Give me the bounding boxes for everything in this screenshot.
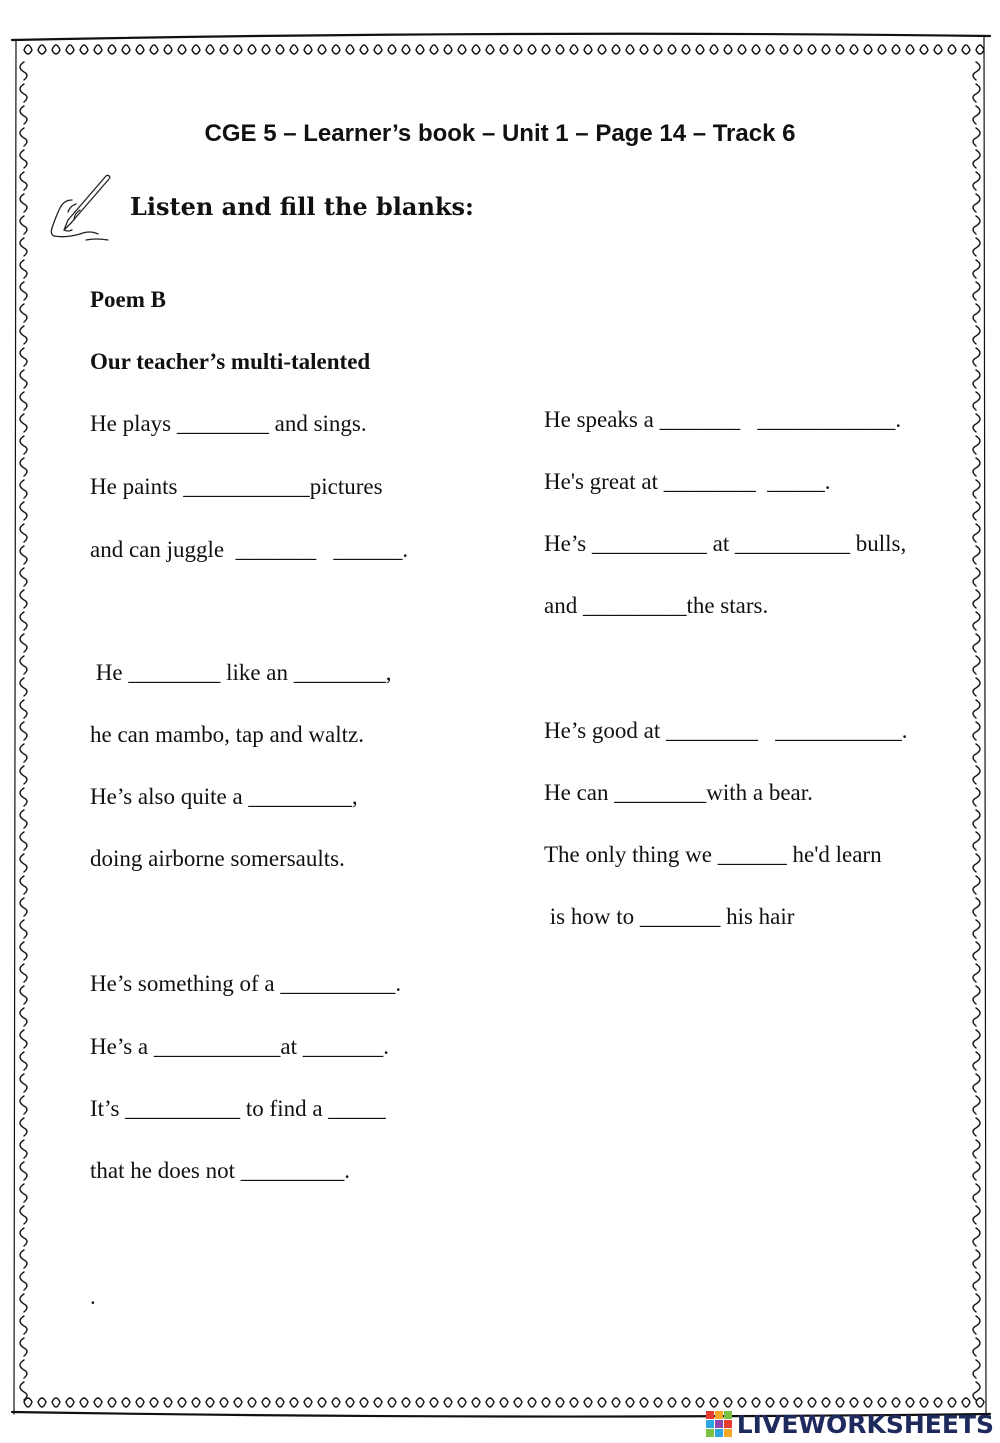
poem-line-left: doing airborne somersaults. [90, 846, 345, 871]
poem-line-right: He speaks a _______ ____________. [544, 407, 902, 432]
poem-line-right: He can ________with a bear. [544, 780, 813, 805]
poem-line-left: he can mambo, tap and waltz. [90, 722, 364, 747]
poem-line-left: It’s __________ to find a _____ [90, 1096, 386, 1121]
poem-line-left: He’s a ___________at _______. [90, 1034, 389, 1059]
watermark-text: LIVEWORKSHEETS [736, 1409, 994, 1439]
poem-label: Poem B [90, 287, 167, 312]
instruction-heading: Listen and fill the blanks: [130, 192, 474, 221]
poem-line-right: He’s good at ________ ___________. [544, 718, 908, 743]
liveworksheets-logo-icon [705, 1410, 733, 1438]
liveworksheets-watermark [705, 1407, 994, 1441]
poem-line-left: and can juggle _______ ______. [90, 537, 409, 562]
poem-line-left: He’s also quite a _________, [90, 784, 358, 809]
poem-line-left: He plays ________ and sings. [90, 411, 367, 436]
poem-line-left: He ________ like an ________, [90, 660, 392, 685]
poem-line-right: He's great at ________ _____. [544, 469, 831, 494]
poem-title: Our teacher’s multi-talented [90, 349, 371, 374]
poem-line-right: The only thing we ______ he'd learn [544, 842, 882, 867]
poem-line-left: . [90, 1284, 96, 1309]
poem-line-left: He’s something of a __________. [90, 971, 402, 996]
page-title: CGE 5 – Learner’s book – Unit 1 – Page 14 – Track 6 [204, 120, 796, 147]
poem-line-left: He paints ___________pictures [90, 474, 383, 499]
poem-line-right: is how to _______ his hair [544, 904, 795, 929]
poem-line-left: that he does not _________. [90, 1158, 350, 1183]
hand-writing-icon [46, 170, 116, 244]
poem-line-right: He’s __________ at __________ bulls, [544, 531, 907, 556]
poem-line-right: and _________the stars. [544, 593, 769, 618]
